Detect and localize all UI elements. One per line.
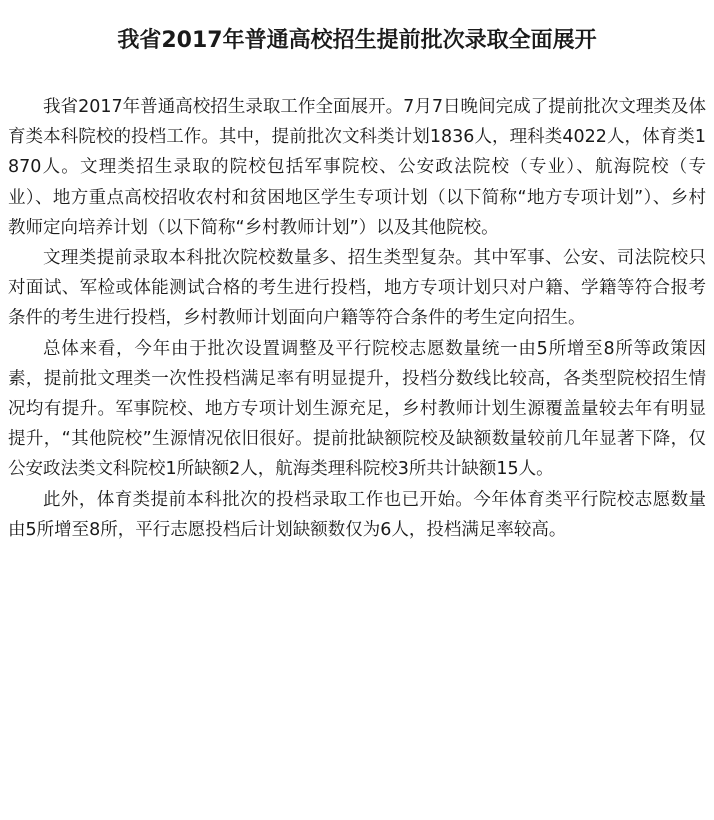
article-paragraph-2: 文理类提前录取本科批次院校数量多、招生类型复杂。其中军事、公安、司法院校只对面试、军检或体能测试合格的考生进行投档，地方专项计划只对户籍、学籍等符合报考条件的考生进行投档，乡村教师计划面向户籍等符合条件的考生定向招生。 (8, 248, 706, 329)
article-title: 我省2017年普通高校招生提前批次录取全面展开 (117, 28, 597, 53)
article-paragraph-1: 我省2017年普通高校招生录取工作全面展开。7月7日晚间完成了提前批次文理类及体育类本科院校的投档工作。其中，提前批次文科类计划1836人，理科类4022人，体育类1870人。文理类招生录取的院校包括军事院校、公安政法院校（专业）、航海院校（专业）、地方重点高校招收农村和贫困地区学生专项计划（以下简称“地方专项计划”）、乡村教师定向培养计划（以下简称“乡村教师计划”）以及其他院校。 (8, 97, 706, 238)
article-paragraph-3: 总体来看，今年由于批次设置调整及平行院校志愿数量统一由5所增至8所等政策因素，提前批文理类一次性投档满足率有明显提升，投档分数线比较高，各类型院校招生情况均有提升。军事院校、地方专项计划生源充足，乡村教师计划生源覆盖量较去年有明显提升，“其他院校”生源情况依旧很好。提前批缺额院校及缺额数量较前几年显著下降，仅公安政法类文科院校1所缺额2人，航海类理科院校3所共计缺额15人。 (8, 338, 706, 480)
article-paragraph-4: 此外，体育类提前本科批次的投档录取工作也已开始。今年体育类平行院校志愿数量由5所增至8所，平行志愿投档后计划缺额数仅为6人，投档满足率较高。 (8, 489, 706, 540)
article-body (8, 92, 706, 545)
